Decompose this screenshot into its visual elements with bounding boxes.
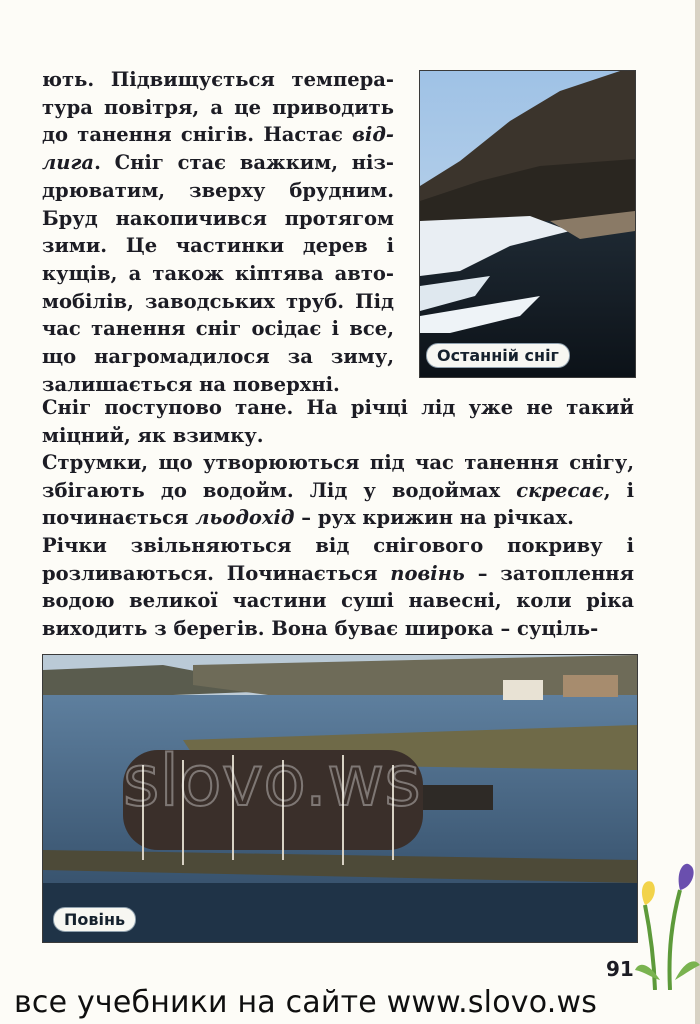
term-skresaie: скресає: [516, 478, 604, 502]
flood-caption: Повінь: [53, 907, 136, 932]
footer-watermark: все учебники на сайте www.slovo.ws: [14, 985, 598, 1020]
flood-photo: [42, 654, 638, 943]
paragraph-4-text-b: – затоплення водою великої частини суші навесні, коли ріка виходить з берегів. Вона буває широка – суціль-: [42, 561, 634, 641]
paragraph-2-text: Сніг поступово тане. На річці лід уже не такий міцний, як взимку.: [42, 396, 634, 447]
paragraph-4: [42, 532, 634, 643]
term-lodokhid: льодохід: [195, 506, 295, 530]
last-snow-caption: Останній сніг: [426, 343, 570, 368]
term-vidlyha: відлига: [42, 123, 394, 175]
last-snow-photo: [419, 70, 636, 378]
page-number: 91: [606, 957, 634, 981]
paragraph-3-text-c: – рух крижин на річках.: [294, 506, 574, 530]
paragraph-3-text-a: Струмки, що утворюються під час танення снігу, збігають до водойм. Лід у водоймах: [42, 451, 634, 502]
paragraph-4-text-a: Річки звільняються від снігового покриву і розливаються. Починається: [42, 534, 634, 585]
paragraph-3-text-b: , і починається: [42, 478, 634, 530]
photo-watermark: slovo.ws: [123, 740, 421, 822]
paragraph-1: [42, 66, 394, 398]
paragraph-3: [42, 449, 634, 532]
flowers-decoration-icon: [630, 830, 700, 990]
paragraph-1-text-b: . Сніг стає важким, ніздрюватим, зверху брудним. Бруд накопичився протягом зими. Це частинки дерев і кущів, а також кіптява автомобілів, заводських труб. Під час танення сніг осідає і все, що нагромадилося за зиму, залишається на поверхні.: [42, 151, 394, 396]
paragraph-1-text-a: ють. Підвищується температура повітря, а це приводить до танення снігів. Настає: [42, 68, 394, 147]
paragraph-2: [42, 394, 634, 449]
term-povin: повінь: [390, 561, 465, 585]
